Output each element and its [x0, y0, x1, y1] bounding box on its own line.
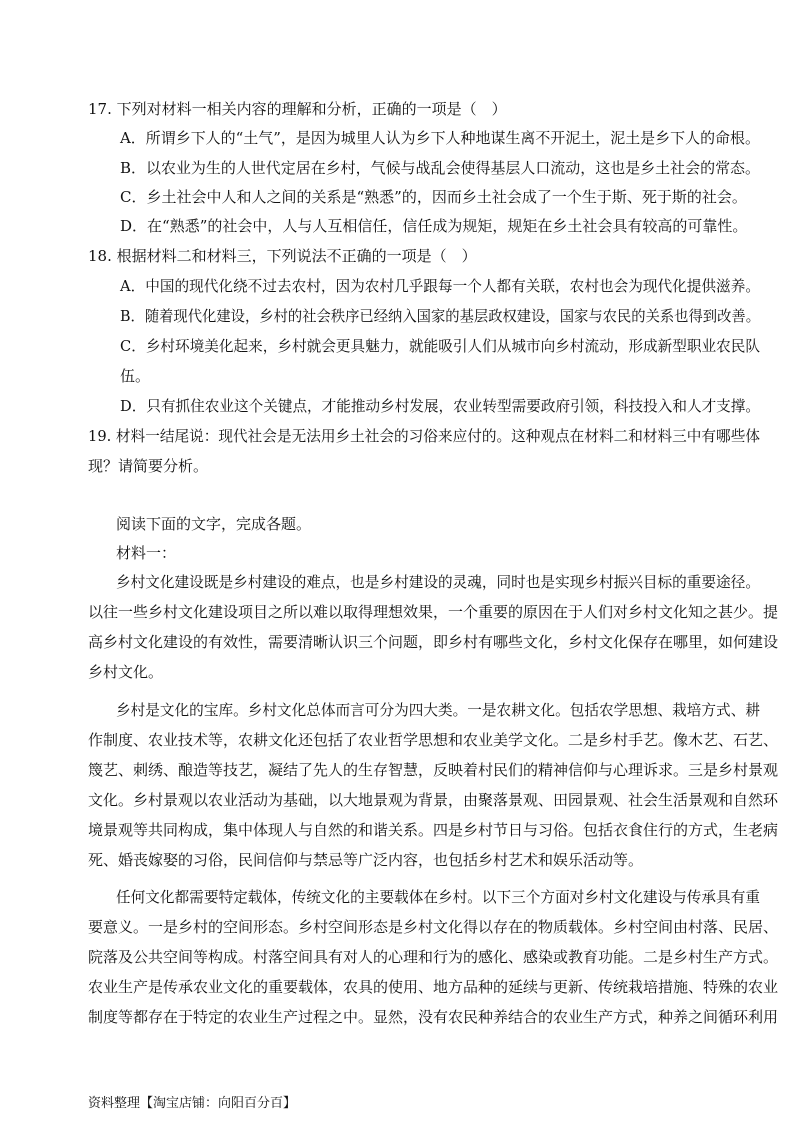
paragraph-1-line-1: 乡村文化建设既是乡村建设的难点，也是乡村建设的灵魂，同时也是实现乡村振兴目标的重要途径。 [116, 573, 760, 591]
question-18-option-b: B．随着现代化建设，乡村的社会秩序已经纳入国家的基层政权建设，国家与农民的关系也得到改善。 [120, 307, 761, 325]
paragraph-2-line-6: 死、婚丧嫁娶的习俗，民间信仰与禁忌等广泛内容，也包括乡村艺术和娱乐活动等。 [88, 851, 644, 869]
question-17-option-c: C．乡土社会中人和人之间的关系是“熟悉”的，因而乡土社会成了一个生于斯、死于斯的社会。 [120, 188, 747, 206]
material-label: 材料一： [116, 544, 177, 562]
question-17-option-a: A．所谓乡下人的“土气”，是因为城里人认为乡下人种地谋生离不开泥土，泥土是乡下人的命根。 [120, 129, 760, 147]
paragraph-3-line-1: 任何文化都需要特定载体，传统文化的主要载体在乡村。以下三个方面对乡村文化建设与传承具有重 [116, 888, 760, 906]
paragraph-1-line-2: 以往一些乡村文化建设项目之所以难以取得理想效果，一个重要的原因在于人们对乡村文化知之甚少。提 [88, 603, 779, 621]
question-17-stem: 17. 下列对材料一相关内容的理解和分析，正确的一项是（ ） [88, 100, 507, 118]
question-18-option-c: C．乡村环境美化起来，乡村就会更具魅力，就能吸引人们从城市向乡村流动，形成新型职业农民队 [120, 337, 761, 355]
question-17-option-d: D．在“熟悉”的社会中，人与人互相信任，信任成为规矩，规矩在乡土社会具有较高的可靠性。 [120, 217, 748, 235]
question-18-option-c-continued: 伍。 [120, 367, 151, 385]
paragraph-1-line-4: 乡村文化。 [88, 663, 164, 681]
page-footer: 资料整理【淘宝店铺：向阳百分百】 [88, 1096, 297, 1111]
paragraph-2-line-3: 篾艺、刺绣、酿造等技艺，凝结了先人的生存智慧，反映着村民们的精神信仰与心理诉求。三是乡村景观 [88, 761, 779, 779]
question-18-option-a: A．中国的现代化绕不过去农村，因为农村几乎跟每一个人都有关联，农村也会为现代化提供滋养。 [120, 277, 760, 295]
paragraph-3-line-3: 院落及公共空间等构成。村落空间具有对人的心理和行为的感化、感染或教育功能。二是乡村生产方式。 [88, 948, 779, 966]
question-19-stem-continued: 现？请简要分析。 [88, 457, 209, 475]
paragraph-2-line-2: 作制度、农业技术等，农耕文化还包括了农业哲学思想和农业美学文化。二是乡村手艺。像木艺、石艺、 [88, 731, 779, 749]
paragraph-2-line-5: 境景观等共同构成，集中体现人与自然的和谐关系。四是乡村节日与习俗。包括衣食住行的方式，生老病 [88, 821, 779, 839]
paragraph-2-line-4: 文化。乡村景观以农业活动为基础，以大地景观为背景，由聚落景观、田园景观、社会生活景观和自然环 [88, 791, 779, 809]
paragraph-3-line-5: 制度等都存在于特定的农业生产过程之中。显然，没有农民种养结合的农业生产方式，种养之间循环利用 [88, 1008, 779, 1026]
paragraph-1-line-3: 高乡村文化建设的有效性，需要清晰认识三个问题，即乡村有哪些文化，乡村文化保存在哪里，如何建设 [88, 633, 779, 651]
paragraph-3-line-4: 农业生产是传承农业文化的重要载体，农具的使用、地方品种的延续与更新、传统栽培措施、特殊的农业 [88, 978, 779, 996]
question-17-option-b: B．以农业为生的人世代定居在乡村，气候与战乱会使得基层人口流动，这也是乡土社会的常态。 [120, 159, 761, 177]
paragraph-2-line-1: 乡村是文化的宝库。乡村文化总体而言可分为四大类。一是农耕文化。包括农学思想、栽培方式、耕 [116, 701, 760, 719]
reading-instruction: 阅读下面的文字，完成各题。 [116, 515, 312, 533]
question-18-stem: 18. 根据材料二和材料三，下列说法不正确的一项是（ ） [88, 247, 477, 265]
paragraph-3-line-2: 要意义。一是乡村的空间形态。乡村空间形态是乡村文化得以存在的物质载体。乡村空间由村落、民居、 [88, 918, 779, 936]
question-18-option-d: D．只有抓住农业这个关键点，才能推动乡村发展，农业转型需要政府引领，科技投入和人才支撑。 [120, 397, 761, 415]
question-19-stem: 19. 材料一结尾说：现代社会是无法用乡土社会的习俗来应付的。这种观点在材料二和材料三中有哪些体 [88, 427, 760, 445]
